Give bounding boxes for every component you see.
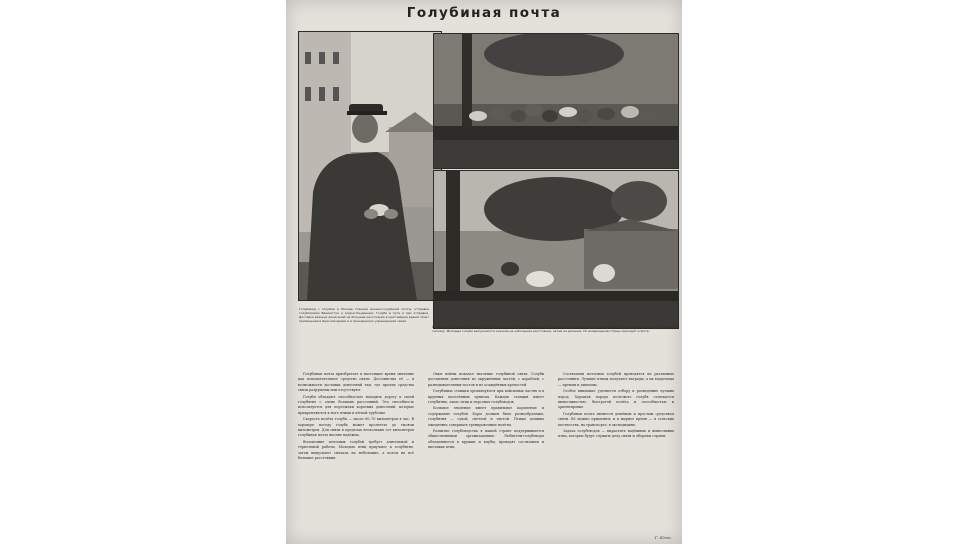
article-title: Голубиная почта [406,5,562,21]
photo-pigeons-on-perch [433,33,679,169]
article-body [298,372,674,540]
author-signature: Г. Юст. [654,535,672,540]
paragraph: Голуби обладают способностью находить дорогу к своей голубятне с очень больших расстояний. Эта способность используется для пересылки коротких донесений, которые прикрепляются к ноге птицы в лёгкой трубочке. [298,394,414,415]
photo-pigeons-on-ledge [433,170,679,329]
paragraph: Задача голубеводов — вырастить надёжных и выносливых птиц, которые будут служить делу связи и обороны страны. [558,429,674,439]
paragraph: Опыт войны показал значение голубиной связи. Голуби доставляли донесения из окружённых частей, с кораблей, с разведывательных постов и из осаждённых крепостей. [428,372,544,387]
article-column-1 [298,372,414,536]
photo-caption-left: Голубевод с голубем в Москве станции военно-голубиной почты, отправка голубеграмм Вашингтон и корреспонденции. Голуби в пути и при отправке. Доставка важных донесений на большие расстояния в кратчайшее время. Опыт применения в Красной армии и в гражданских учреждениях связи. [299,307,429,323]
magazine-page [286,0,682,544]
paragraph: Большое значение имеет правильное кормление и содержание голубей. Корм должен быть разнообразным, голубятня — сухой, светлой и чистой. Птицы должны ежедневно совершать тренировочные полёты. [428,406,544,427]
paragraph: Состязания почтовых голубей проводятся на различные расстояния. Лучшие птицы получают награды, а их владельцы — премии и дипломы. [558,372,674,387]
paragraph: Развитие голубеводства в нашей стране поддерживается общественными организациями. Любители-голубеводы объединяются в кружки и клубы, проводят состязания и выставки птиц. [428,429,544,450]
article-column-2 [428,372,544,536]
photo-pigeon-keeper [298,31,442,301]
paragraph: Скорость полёта голубя — около 60–70 километров в час. В хорошую погоду голубь может пролететь до тысячи километров. Для связи в пределах нескольких сот километров голубиная почта вполне надёжна. [298,417,414,438]
paragraph: Голубиная почта приобретает в настоящее время значение как вспомогательное средство связи. Достоинства её — в возможности доставки донесений там, где прочие средства связи разрушены или отсутствуют. [298,372,414,393]
photo-caption-right: Голуби на площадке голубятни. Подготовка к вылету и возвращение с дальних расстояний. Во время тренировки птицы приучаются к месту, корму и сигналу. Молодые голуби выпускаются сначала на небольшие расстояния, затем на дальние. По возвращении птицы проходят осмотр. [432,325,676,333]
article-column-3 [558,372,674,536]
paragraph: Воспитание почтовых голубей требует длительной и терпеливой работы. Молодых птиц приучают к голубятне, затем выпускают сначала на небольшие, а потом на всё большие расстояния. [298,439,414,461]
paragraph: Особое внимание уделяется отбору и разведению лучших пород. Хорошая порода почтового голубя отличается выносливостью, быстротой полёта и способностью к ориентировке. [558,389,674,410]
paragraph: Голубиные станции организуются при войсковых частях и в крупных населённых пунктах. Каждая станция имеет голубятню, запас птиц и персонал голубеводов. [428,389,544,405]
paragraph: Голубиная почта является дешёвым и простым средством связи. Её можно применять и в мирное время — в сельских местностях, на транспорте, в экспедициях. [558,411,674,427]
